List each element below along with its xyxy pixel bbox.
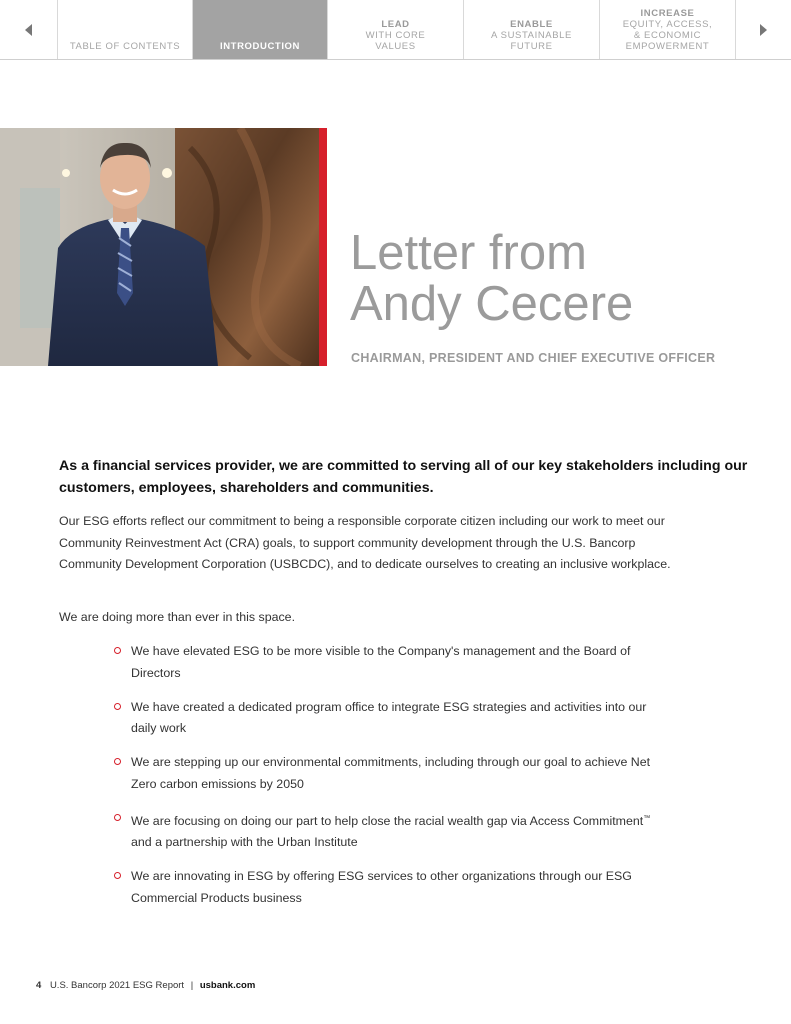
list-item: [114, 866, 666, 909]
title-line-1: Letter from: [350, 226, 587, 280]
lead-paragraph: As a financial services provider, we are committed to serving all of our key stakeholders including our customers, employees, shareholders and communities.: [59, 458, 748, 496]
accent-bar: [319, 128, 327, 366]
list-item: [114, 641, 666, 684]
title-line-2: Andy Cecere: [350, 277, 634, 331]
tab-enable-sustainable-future[interactable]: [464, 0, 600, 59]
page-subtitle: CHAIRMAN, PRESIDENT AND CHIEF EXECUTIVE OFFICER: [351, 351, 716, 365]
body-paragraph-2: We are doing more than ever in this space.: [59, 610, 296, 624]
commitment-list: [114, 641, 694, 922]
tab-label-line: EQUITY, ACCESS,: [622, 19, 713, 30]
website-link[interactable]: usbank.com: [199, 980, 256, 991]
tab-label: TABLE OF CONTENTS: [69, 41, 181, 52]
list-item: [114, 697, 666, 740]
page-title: [350, 228, 770, 330]
list-item-text-tail: and a partnership with the Urban Institute: [131, 835, 358, 850]
tab-label-line: VALUES: [375, 41, 416, 52]
list-item-text: We are innovating in ESG by offering ESG services to other organizations through our ESG Commercial Products business: [131, 869, 632, 905]
portrait-illustration: [0, 128, 319, 366]
list-item: [114, 752, 666, 795]
bullet-ring-icon: [114, 758, 121, 765]
tab-label-line: ENABLE: [510, 19, 553, 30]
bullet-ring-icon: [114, 703, 121, 710]
bullet-ring-icon: [114, 872, 121, 879]
tab-label-line: LEAD: [381, 19, 410, 30]
page-number: 4: [36, 980, 42, 991]
tab-label-line: INCREASE: [640, 8, 695, 19]
list-item-text: We are stepping up our environmental commitments, including through our goal to achieve Net Zero carbon emissions by 2050: [131, 755, 651, 791]
tab-label-line: FUTURE: [510, 41, 553, 52]
tab-label-line: & ECONOMIC: [633, 30, 702, 41]
tab-table-of-contents[interactable]: [58, 0, 193, 59]
tab-label-line: EMPOWERMENT: [625, 41, 710, 52]
portrait-photo: [0, 128, 319, 366]
body-paragraph-1: Our ESG efforts reflect our commitment to being a responsible corporate citizen including our work to meet our Community Reinvestment Act (CRA) goals, to support community development through the U.S. Bancorp Community Development Corporation (USBCDC), and to dedicate ourselves to creating an inclusive workplace.: [59, 514, 671, 571]
prev-page-button[interactable]: [0, 0, 58, 59]
list-item-text: We have created a dedicated program office to integrate ESG strategies and activities into our daily work: [131, 699, 647, 735]
next-page-button[interactable]: [736, 0, 791, 59]
bullet-ring-icon: [114, 814, 121, 821]
trademark-symbol: ™: [643, 814, 651, 822]
footer-separator: |: [190, 980, 194, 991]
tab-label: INTRODUCTION: [219, 41, 301, 52]
tab-introduction[interactable]: [193, 0, 328, 59]
chevron-right-icon: [760, 24, 767, 36]
bullet-ring-icon: [114, 647, 121, 654]
report-name: U.S. Bancorp 2021 ESG Report: [49, 980, 185, 991]
chevron-left-icon: [25, 24, 32, 36]
list-item-text: We have elevated ESG to be more visible to the Company's management and the Board of Directors: [131, 644, 631, 680]
section-nav: [0, 0, 791, 60]
tab-label-line: A SUSTAINABLE: [490, 30, 572, 41]
list-item-text: We are focusing on doing our part to help close the racial wealth gap via Access Commitment: [131, 813, 644, 828]
tab-increase-equity[interactable]: [600, 0, 736, 59]
page-footer: [36, 980, 255, 991]
tab-lead-with-core-values[interactable]: [328, 0, 464, 59]
list-item: [114, 808, 666, 854]
tab-label-line: WITH CORE: [365, 30, 426, 41]
